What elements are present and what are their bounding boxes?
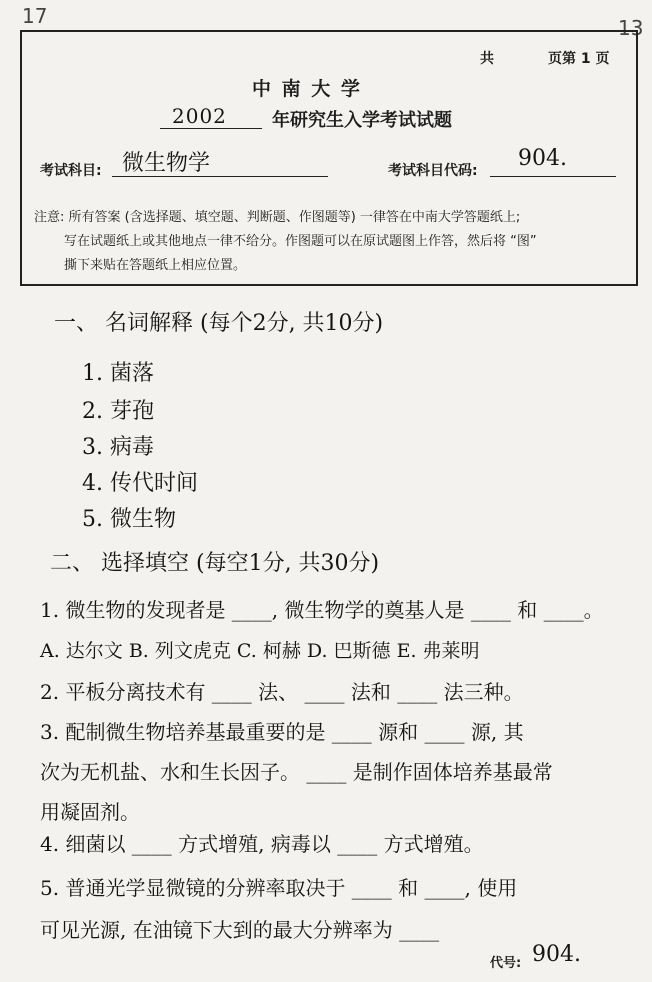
footer-code-label: 代号: <box>490 956 522 971</box>
notice-line-1: 注意: 所有答案 (含选择题、填空题、判断题、作图题等) 一律答在中南大学答题纸上; <box>34 210 521 225</box>
year-underline <box>160 128 262 129</box>
notice-line-3: 撕下来贴在答题纸上相应位置。 <box>64 258 247 273</box>
footer-code-value: 904. <box>532 942 581 967</box>
question-2: 2. 平板分离技术有 ____ 法、 ____ 法和 ____ 法三种。 <box>40 680 524 704</box>
university-name: 中 南 大 学 <box>252 78 362 100</box>
page-number-label: 页第 1 页 <box>548 51 610 67</box>
question-4: 4. 细菌以 ____ 方式增殖, 病毒以 ____ 方式增殖。 <box>40 832 484 856</box>
code-value: 904. <box>518 146 567 171</box>
term-5: 5. 微生物 <box>82 507 176 532</box>
question-3-line-1: 3. 配制微生物培养基最重要的是 ____ 源和 ____ 源, 其 <box>40 720 524 744</box>
question-1-options: A. 达尔文 B. 列文虎克 C. 柯赫 D. 巴斯德 E. 弗莱明 <box>40 640 480 662</box>
question-3-line-2: 次为无机盐、水和生长因子。 ____ 是制作固体培养基最常 <box>40 760 553 784</box>
term-2: 2. 芽孢 <box>82 399 154 424</box>
question-1: 1. 微生物的发现者是 ____, 微生物学的奠基人是 ____ 和 ____。 <box>40 598 604 622</box>
notice-line-2: 写在试题纸上或其他地点一律不给分。作图题可以在原试题图上作答，然后将 “图” <box>64 234 537 249</box>
question-3-line-3: 用凝固剂。 <box>40 800 140 824</box>
question-5-line-2: 可见光源, 在油镜下大到的最大分辨率为 ____ <box>40 918 440 942</box>
question-5-line-1: 5. 普通光学显微镜的分辨率取决于 ____ 和 ____, 使用 <box>40 876 518 900</box>
term-1: 1. 菌落 <box>82 361 154 386</box>
corner-mark-left: 17 <box>22 4 48 28</box>
term-3: 3. 病毒 <box>82 435 154 460</box>
code-underline <box>490 176 616 177</box>
term-4: 4. 传代时间 <box>82 471 198 496</box>
exam-title: 年研究生入学考试试题 <box>272 110 452 131</box>
corner-mark-right: 13 <box>618 16 644 40</box>
subject-label: 考试科目: <box>40 163 102 179</box>
section-2-title: 二、 选择填空 (每空1分, 共30分) <box>50 551 380 576</box>
code-label: 考试科目代码: <box>388 163 478 179</box>
subject-value: 微生物学 <box>122 151 211 176</box>
exam-year: 2002 <box>172 104 227 128</box>
subject-underline <box>112 176 328 177</box>
section-1-title: 一、 名词解释 (每个2分, 共10分) <box>54 311 384 336</box>
page-total-label: 共 <box>480 51 494 67</box>
